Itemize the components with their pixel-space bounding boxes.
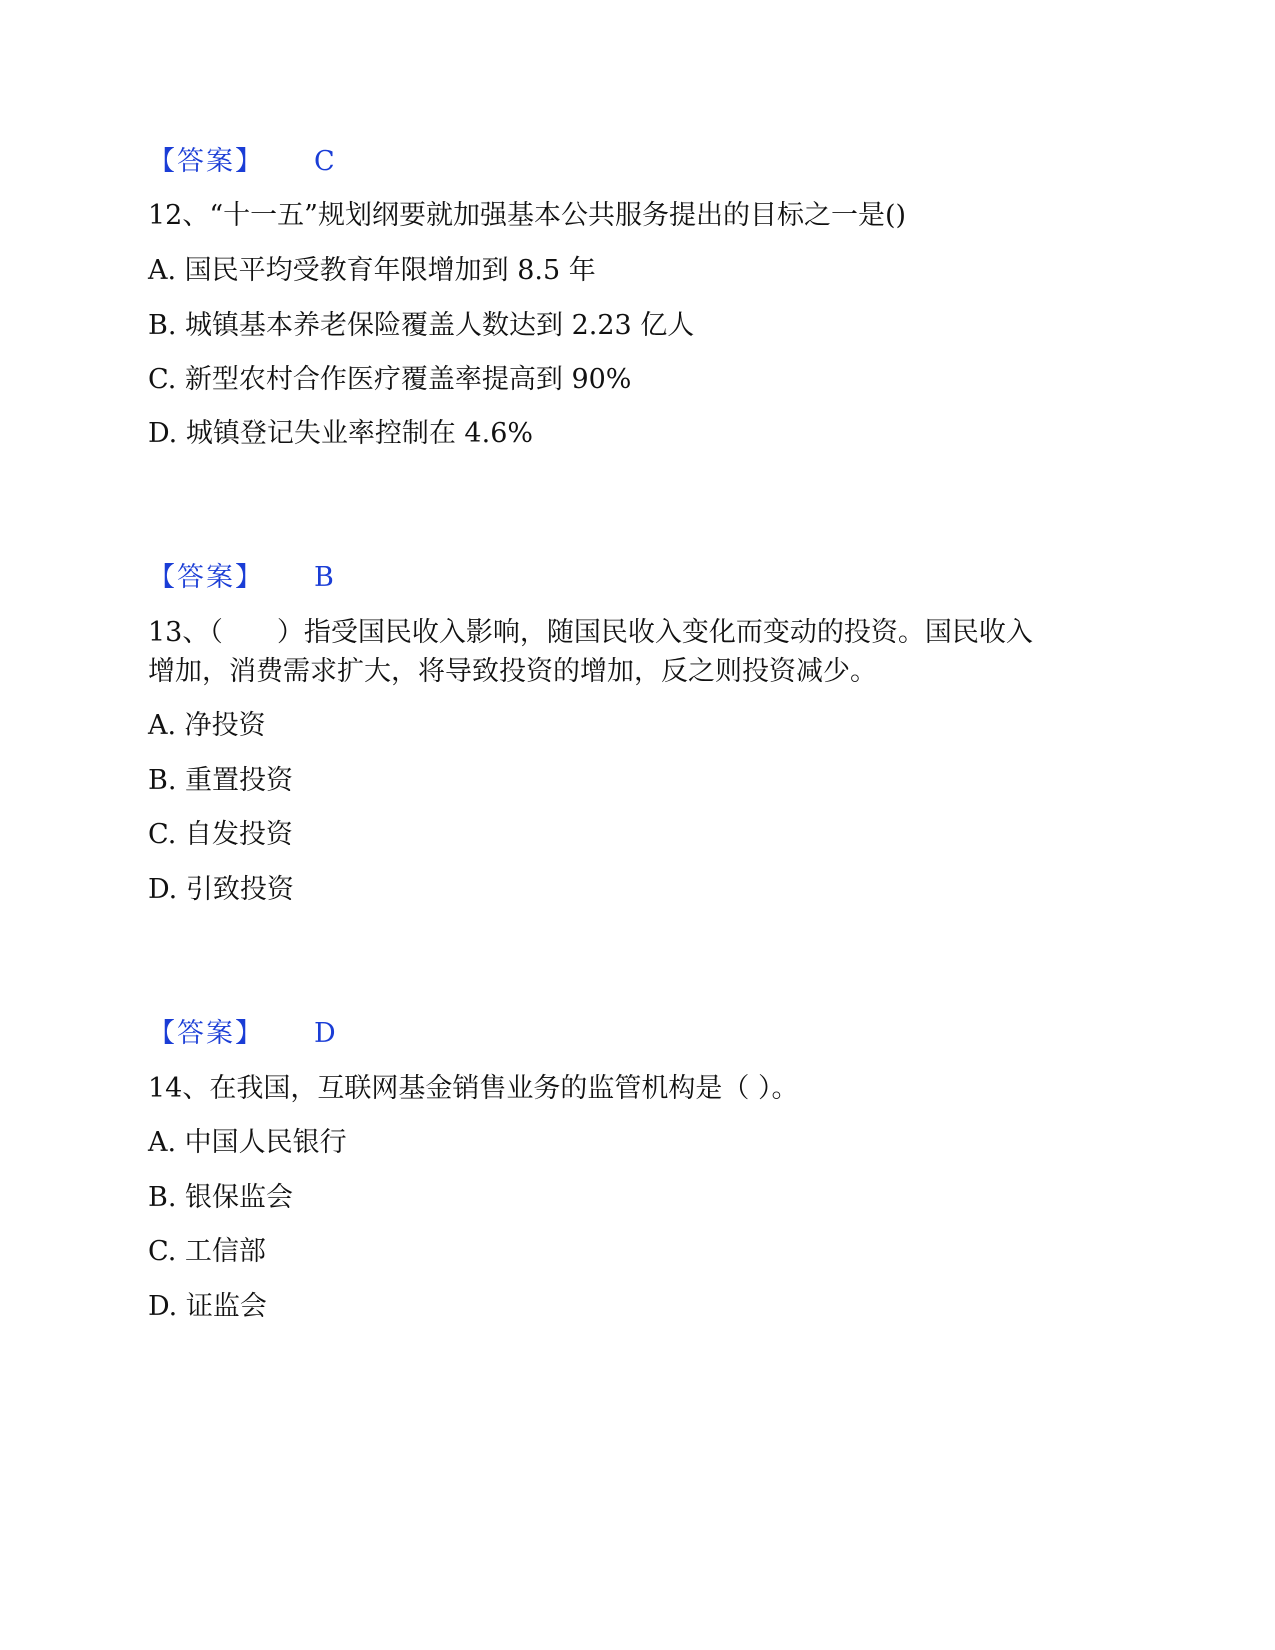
- answer-value: D: [314, 1018, 336, 1049]
- answer-line: [148, 558, 334, 598]
- answer-value: C: [314, 146, 335, 177]
- answer-label: 【答案】: [148, 562, 264, 593]
- option-b: B. 银保监会: [148, 1182, 294, 1213]
- answer-value: B: [314, 562, 334, 593]
- option-c: C. 工信部: [148, 1236, 266, 1267]
- option-b: B. 城镇基本养老保险覆盖人数达到 2.23 亿人: [148, 310, 695, 341]
- option-c: C. 新型农村合作医疗覆盖率提高到 90%: [148, 364, 632, 395]
- answer-label: 【答案】: [148, 146, 264, 177]
- question-text-line1: 13、（ ）指受国民收入影响，随国民收入变化而变动的投资。国民收入: [148, 617, 1033, 648]
- option-a: A. 国民平均受教育年限增加到 8.5 年: [148, 255, 596, 286]
- question-text: 14、在我国，互联网基金销售业务的监管机构是（ ）。: [148, 1073, 799, 1104]
- option-a: A. 中国人民银行: [148, 1127, 347, 1158]
- question-text: 12、“十一五”规划纲要就加强基本公共服务提出的目标之一是(): [148, 200, 907, 231]
- answer-line: [148, 1014, 336, 1054]
- option-d: D. 证监会: [148, 1291, 267, 1322]
- answer-line: [148, 142, 335, 182]
- option-c: C. 自发投资: [148, 819, 293, 850]
- option-a: A. 净投资: [148, 710, 266, 741]
- option-d: D. 城镇登记失业率控制在 4.6%: [148, 418, 534, 449]
- question-text-line2: 增加，消费需求扩大，将导致投资的增加，反之则投资减少。: [148, 656, 877, 687]
- answer-label: 【答案】: [148, 1018, 264, 1049]
- option-d: D. 引致投资: [148, 874, 294, 905]
- option-b: B. 重置投资: [148, 765, 294, 796]
